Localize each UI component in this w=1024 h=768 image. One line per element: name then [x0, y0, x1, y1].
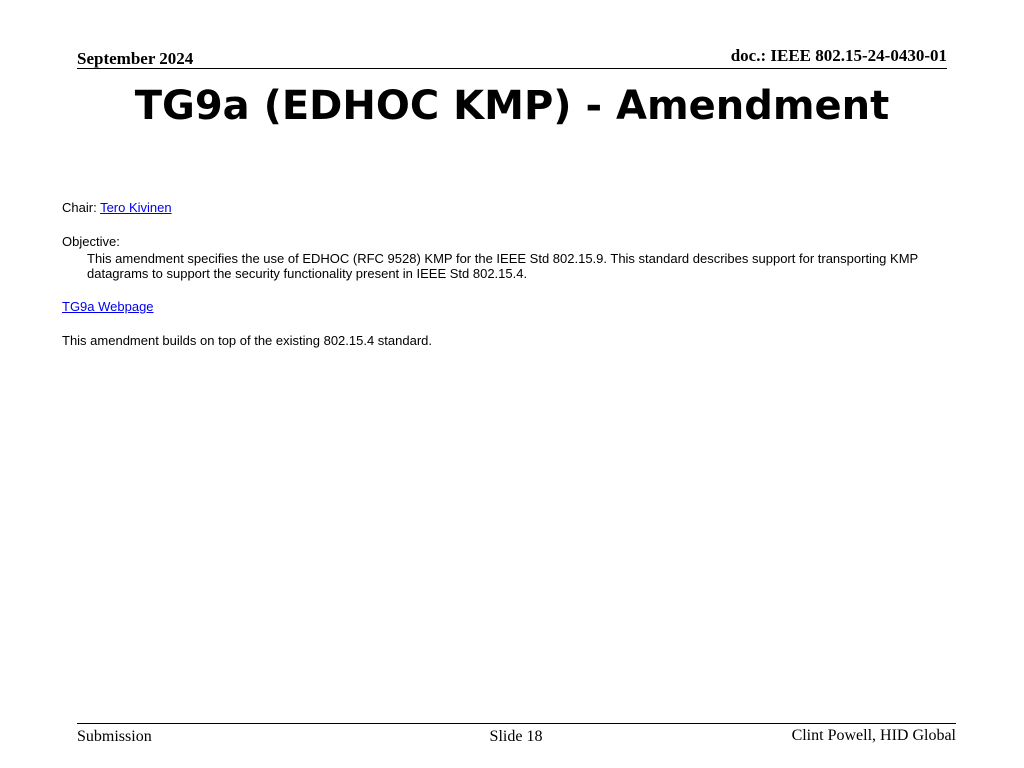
objective-text: This amendment specifies the use of EDHOC (RFC 9528) KMP for the IEEE Std 802.15.9. This standard describes support for transporting KMP datagrams to support the security functionality present in IEEE Std 802.15.4.	[87, 251, 918, 281]
footer-slide-number: Slide 18	[489, 728, 543, 745]
header-date: September 2024	[77, 49, 194, 68]
header-doc-id: doc.: IEEE 802.15-24-0430-01	[730, 46, 947, 65]
slide-title: TG9a (EDHOC KMP) - Amendment	[134, 83, 890, 129]
tg9a-webpage-link[interactable]: TG9a Webpage	[62, 299, 154, 314]
footer-divider	[77, 723, 956, 724]
chair-name-link[interactable]: Tero Kivinen	[100, 200, 172, 215]
builds-text: This amendment builds on top of the existing 802.15.4 standard.	[62, 333, 433, 348]
objective-label: Objective:	[62, 234, 120, 249]
footer-author: Clint Powell, HID Global	[791, 727, 956, 744]
webpage-line	[62, 299, 972, 314]
footer-submission: Submission	[77, 728, 152, 745]
chair-line	[62, 200, 972, 215]
chair-label: Chair:	[62, 200, 101, 215]
header-divider	[77, 68, 947, 69]
